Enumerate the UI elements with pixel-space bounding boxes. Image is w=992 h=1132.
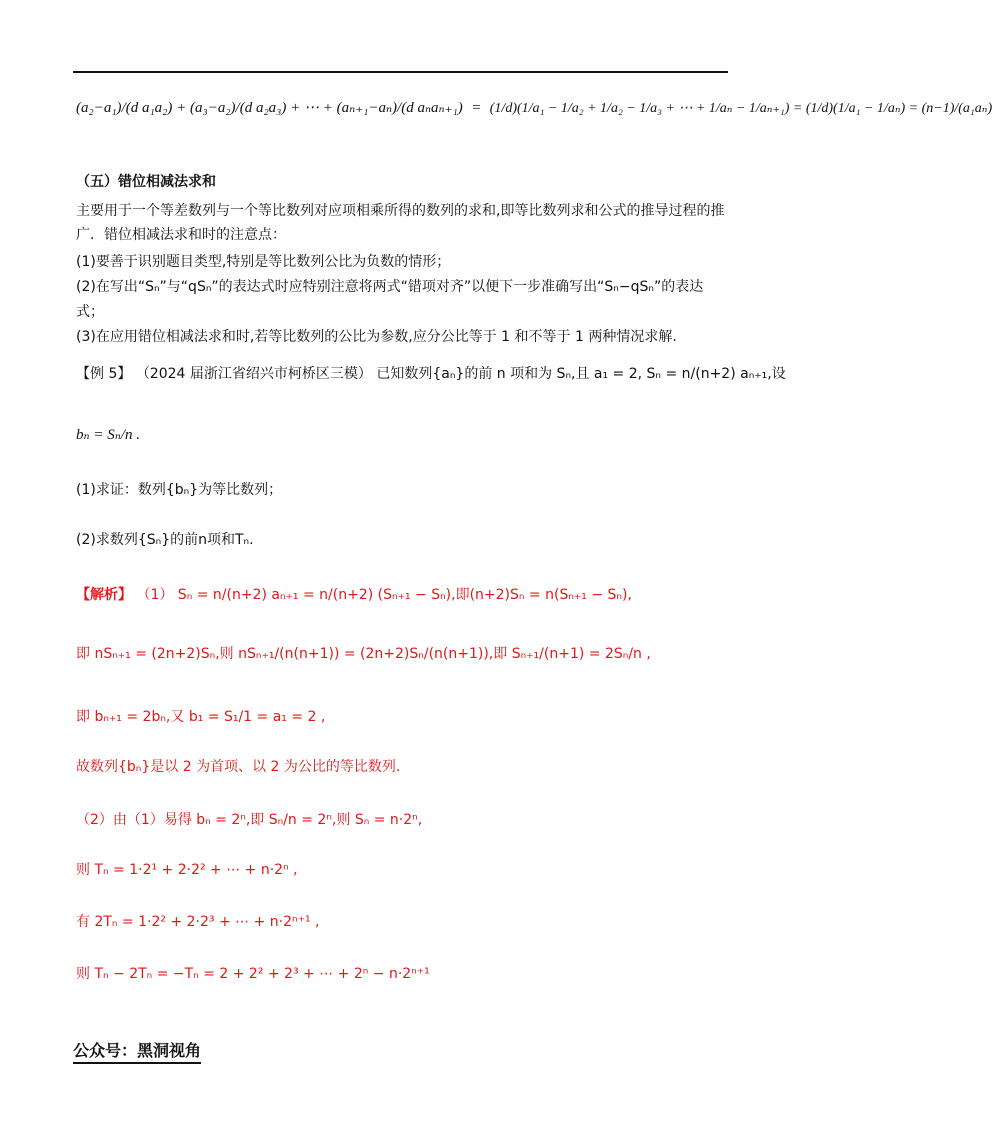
footer-wechat: 公众号：黑洞视角	[73, 1038, 201, 1064]
header-rule	[73, 71, 728, 73]
section-item1: (1)要善于识别题目类型,特别是等比数列公比为负数的情形；	[76, 254, 451, 270]
example-q2: (2)求数列{Sₙ}的前n项和Tₙ.	[76, 532, 254, 548]
section-item2a: (2)在写出“Sₙ”与“qSₙ”的表达式时应特别注意将两式“错项对齐”以便下一步准确写出“Sₙ−qSₙ”的表达	[76, 279, 704, 295]
example-def-b: bₙ = Sₙ/n .	[76, 427, 140, 443]
section-para1b: 广．错位相减法求和时的注意点：	[76, 227, 286, 243]
formula-top	[76, 98, 992, 117]
solution-p7: 有 2Tₙ = 1·2² + 2·2³ + ⋯ + n·2ⁿ⁺¹ ,	[76, 914, 320, 930]
example-label: 【例 5】	[76, 366, 132, 382]
section-item2b: 式；	[76, 304, 104, 320]
example-text: 已知数列{aₙ}的前 n 项和为 Sₙ,且 a₁ = 2, Sₙ = n/(n+2) aₙ₊₁,设	[376, 366, 786, 382]
section-heading: （五）错位相减法求和	[76, 174, 216, 190]
formula-top-eq: =	[471, 100, 482, 116]
formula-top-rhs: (1/d)(1/a₁ − 1/a₂ + 1/a₂ − 1/a₃ + ⋯ + 1/aₙ − 1/aₙ₊₁) = (1/d)(1/a₁ − 1/aₙ) = (n−1)/(a₁aₙ)	[489, 101, 992, 116]
solution-p8: 则 Tₙ − 2Tₙ = −Tₙ = 2 + 2² + 2³ + ⋯ + 2ⁿ − n·2ⁿ⁺¹	[76, 966, 430, 982]
solution-p1-line	[76, 583, 632, 607]
solution-label: 【解析】	[76, 587, 132, 603]
solution-p6: 则 Tₙ = 1·2¹ + 2·2² + ⋯ + n·2ⁿ ,	[76, 862, 298, 878]
solution-p2: 即 nSₙ₊₁ = (2n+2)Sₙ,则 nSₙ₊₁/(n(n+1)) = (2n+2)Sₙ/(n(n+1)),即 Sₙ₊₁/(n+1) = 2Sₙ/n ,	[76, 646, 651, 662]
solution-p5: （2）由（1）易得 bₙ = 2ⁿ,即 Sₙ/n = 2ⁿ,则 Sₙ = n·2ⁿ,	[76, 812, 423, 828]
section-item3: (3)在应用错位相减法求和时,若等比数列的公比为参数,应分公比等于 1 和不等于 1 两种情况求解.	[76, 329, 677, 345]
example-q1: (1)求证：数列{bₙ}为等比数列；	[76, 482, 283, 498]
section-para1: 主要用于一个等差数列与一个等比数列对应项相乘所得的数列的求和,即等比数列求和公式的推导过程的推	[76, 203, 725, 219]
formula-top-lhs: (a₂−a₁)/(d a₁a₂) + (a₃−a₂)/(d a₂a₃) + ⋯ + (aₙ₊₁−aₙ)/(d aₙaₙ₊₁)	[76, 100, 463, 116]
solution-p3: 即 bₙ₊₁ = 2bₙ,又 b₁ = S₁/1 = a₁ = 2 ,	[76, 709, 326, 725]
solution-p4: 故数列{bₙ}是以 2 为首项、以 2 为公比的等比数列.	[76, 759, 401, 775]
example-source: （2024 届浙江省绍兴市柯桥区三模）	[135, 366, 372, 382]
example-intro	[76, 362, 786, 386]
solution-p1: （1） Sₙ = n/(n+2) aₙ₊₁ = n/(n+2) (Sₙ₊₁ − Sₙ),即(n+2)Sₙ = n(Sₙ₊₁ − Sₙ),	[136, 587, 632, 603]
